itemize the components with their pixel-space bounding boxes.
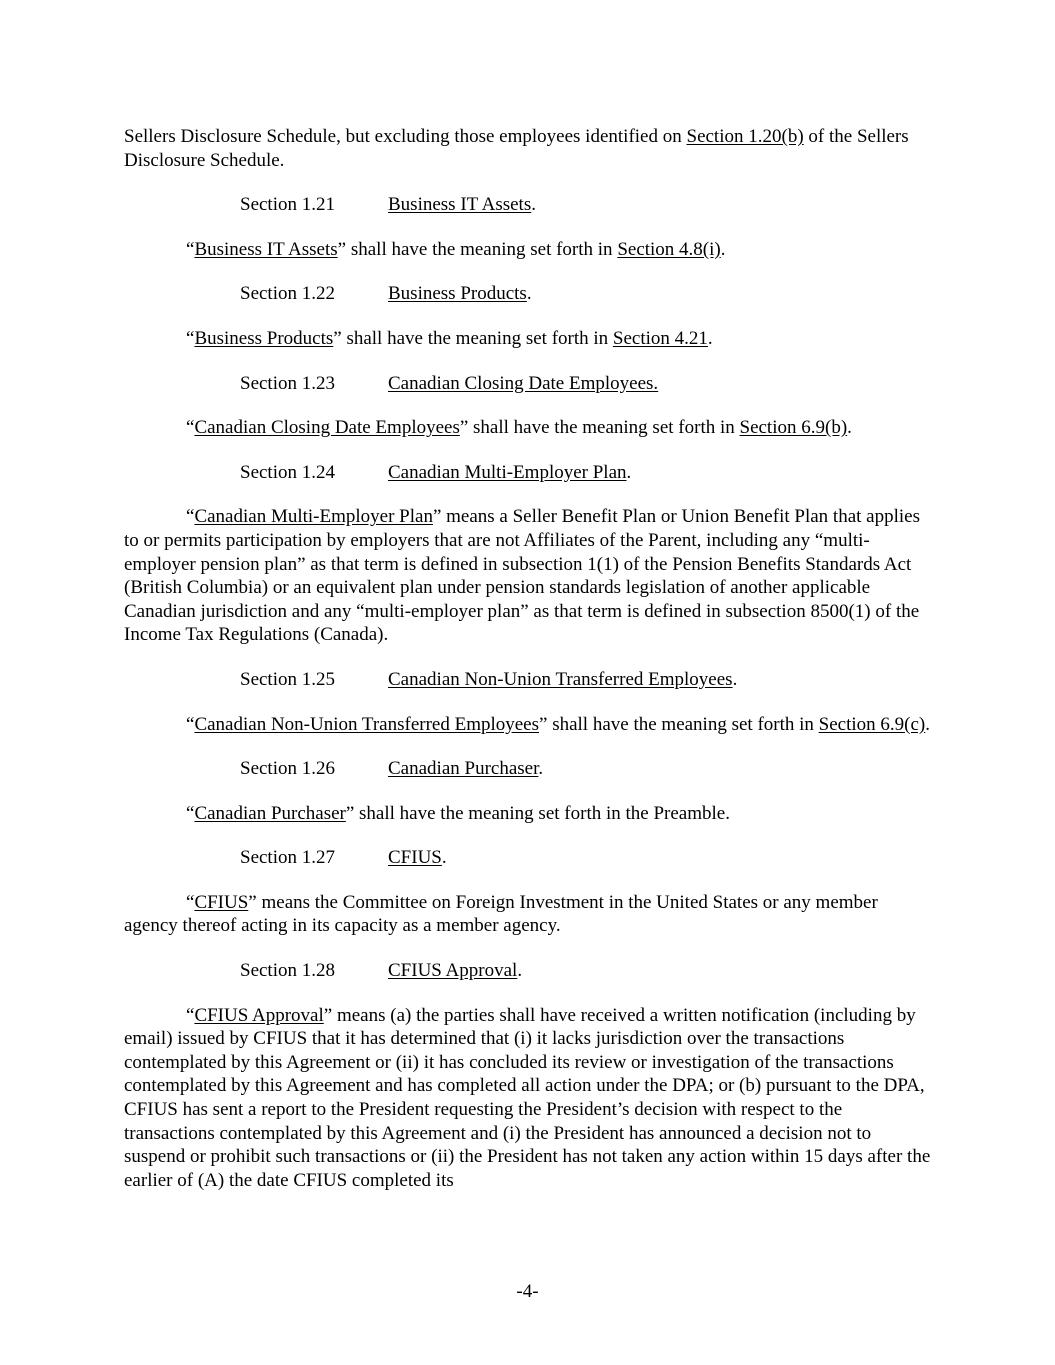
document-body [124, 125, 934, 1213]
section-title: Canadian Multi-Employer Plan [388, 461, 627, 483]
definition-paragraph: “Business Products” shall have the meaning set forth in Section 4.21. [186, 327, 713, 349]
section-heading: Section 1.26 Canadian Purchaser. [240, 758, 544, 780]
definition-paragraph: “Business IT Assets” shall have the meaning set forth in Section 4.8(i). [186, 238, 726, 260]
section-title: CFIUS [388, 847, 442, 869]
section-number: Section 1.27 [240, 847, 335, 869]
definition-paragraph: “Canadian Closing Date Employees” shall have the meaning set forth in Section 6.9(b). [186, 417, 852, 439]
defined-term: CFIUS [194, 891, 249, 913]
definition-paragraph: “CFIUS” means the Committee on Foreign Investment in the United States or any member agency thereof acting in its capacity as a member agency. [124, 891, 878, 937]
section-title: Canadian Non-Union Transferred Employees [388, 668, 733, 690]
section-reference: Section 6.9(c) [818, 713, 926, 735]
section-number: Section 1.21 [240, 194, 335, 216]
section-reference: Section 4.21 [612, 327, 708, 349]
section-number: Section 1.26 [240, 758, 335, 780]
section-heading: Section 1.21 Business IT Assets. [240, 194, 536, 216]
opening-paragraph [124, 125, 934, 172]
defined-term: Canadian Purchaser [194, 802, 346, 824]
section-number: Section 1.28 [240, 960, 335, 982]
section-title: Business Products [388, 283, 527, 305]
section-reference: Section 6.9(b) [739, 417, 848, 439]
definition-paragraph: “CFIUS Approval” means (a) the parties shall have received a written notification (including by email) issued by CFIUS that it has determined that (i) it lacks jurisdiction over the transactions contemplated by this Agreement or (ii) it has concluded its review or investigation of the transactions contemplated by this Agreement and has completed all action under the DPA; or (b) pursuant to the DPA, CFIUS has sent a report to the President requesting the President’s decision with respect to the transactions contemplated by this Agreement and (i) the President has announced a decision not to suspend or prohibit such transactions or (ii) the President has not taken any action within 15 days after the earlier of (A) the date CFIUS completed its [124, 1004, 931, 1191]
section-title: Canadian Closing Date Employees. [388, 372, 659, 394]
section-heading: Section 1.22 Business Products. [240, 283, 532, 305]
section-reference: Section 1.20(b) [686, 126, 804, 147]
definition-paragraph: “Canadian Purchaser” shall have the meaning set forth in the Preamble. [186, 802, 730, 824]
section-heading: Section 1.25 Canadian Non-Union Transferred Employees. [240, 668, 738, 690]
section-heading: Section 1.28 CFIUS Approval. [240, 960, 523, 982]
definition-paragraph: “Canadian Multi-Employer Plan” means a Seller Benefit Plan or Union Benefit Plan that applies to or permits participation by employers that are not Affiliates of the Parent, including any “multi-employer pension plan” as that term is defined in subsection 1(1) of the Pension Benefits Standards Act (British Columbia) or an equivalent plan under pension standards legislation of another applicable Canadian jurisdiction and any “multi-employer plan” as that term is defined in subsection 8500(1) of the Income Tax Regulations (Canada). [124, 506, 920, 646]
paragraph-text: Sellers Disclosure Schedule, but excluding those employees identified on [124, 126, 687, 147]
section-number: Section 1.22 [240, 283, 335, 305]
section-title: CFIUS Approval [388, 960, 518, 982]
page-number: -4- [516, 1281, 539, 1302]
defined-term: Canadian Non-Union Transferred Employees [194, 713, 540, 735]
defined-term: CFIUS Approval [194, 1004, 324, 1026]
section-number: Section 1.25 [240, 668, 335, 690]
paragraph-text: of the Sellers Disclosure Schedule. [124, 126, 909, 171]
definition-paragraph: “Canadian Non-Union Transferred Employees” shall have the meaning set forth in Section 6.9(c). [186, 713, 930, 735]
section-number: Section 1.24 [240, 461, 335, 483]
section-number: Section 1.23 [240, 372, 335, 394]
section-heading: Section 1.27 CFIUS. [240, 847, 447, 869]
section-heading [124, 372, 934, 396]
defined-term: Business IT Assets [194, 238, 338, 260]
section-title: Canadian Purchaser [388, 758, 539, 780]
defined-term: Canadian Closing Date Employees [194, 417, 460, 439]
section-reference: Section 4.8(i) [617, 238, 721, 260]
defined-term: Canadian Multi-Employer Plan [194, 506, 433, 528]
defined-term: Business Products [194, 327, 334, 349]
section-title: Business IT Assets [388, 194, 532, 216]
section-heading: Section 1.24 Canadian Multi-Employer Plan. [240, 461, 632, 483]
